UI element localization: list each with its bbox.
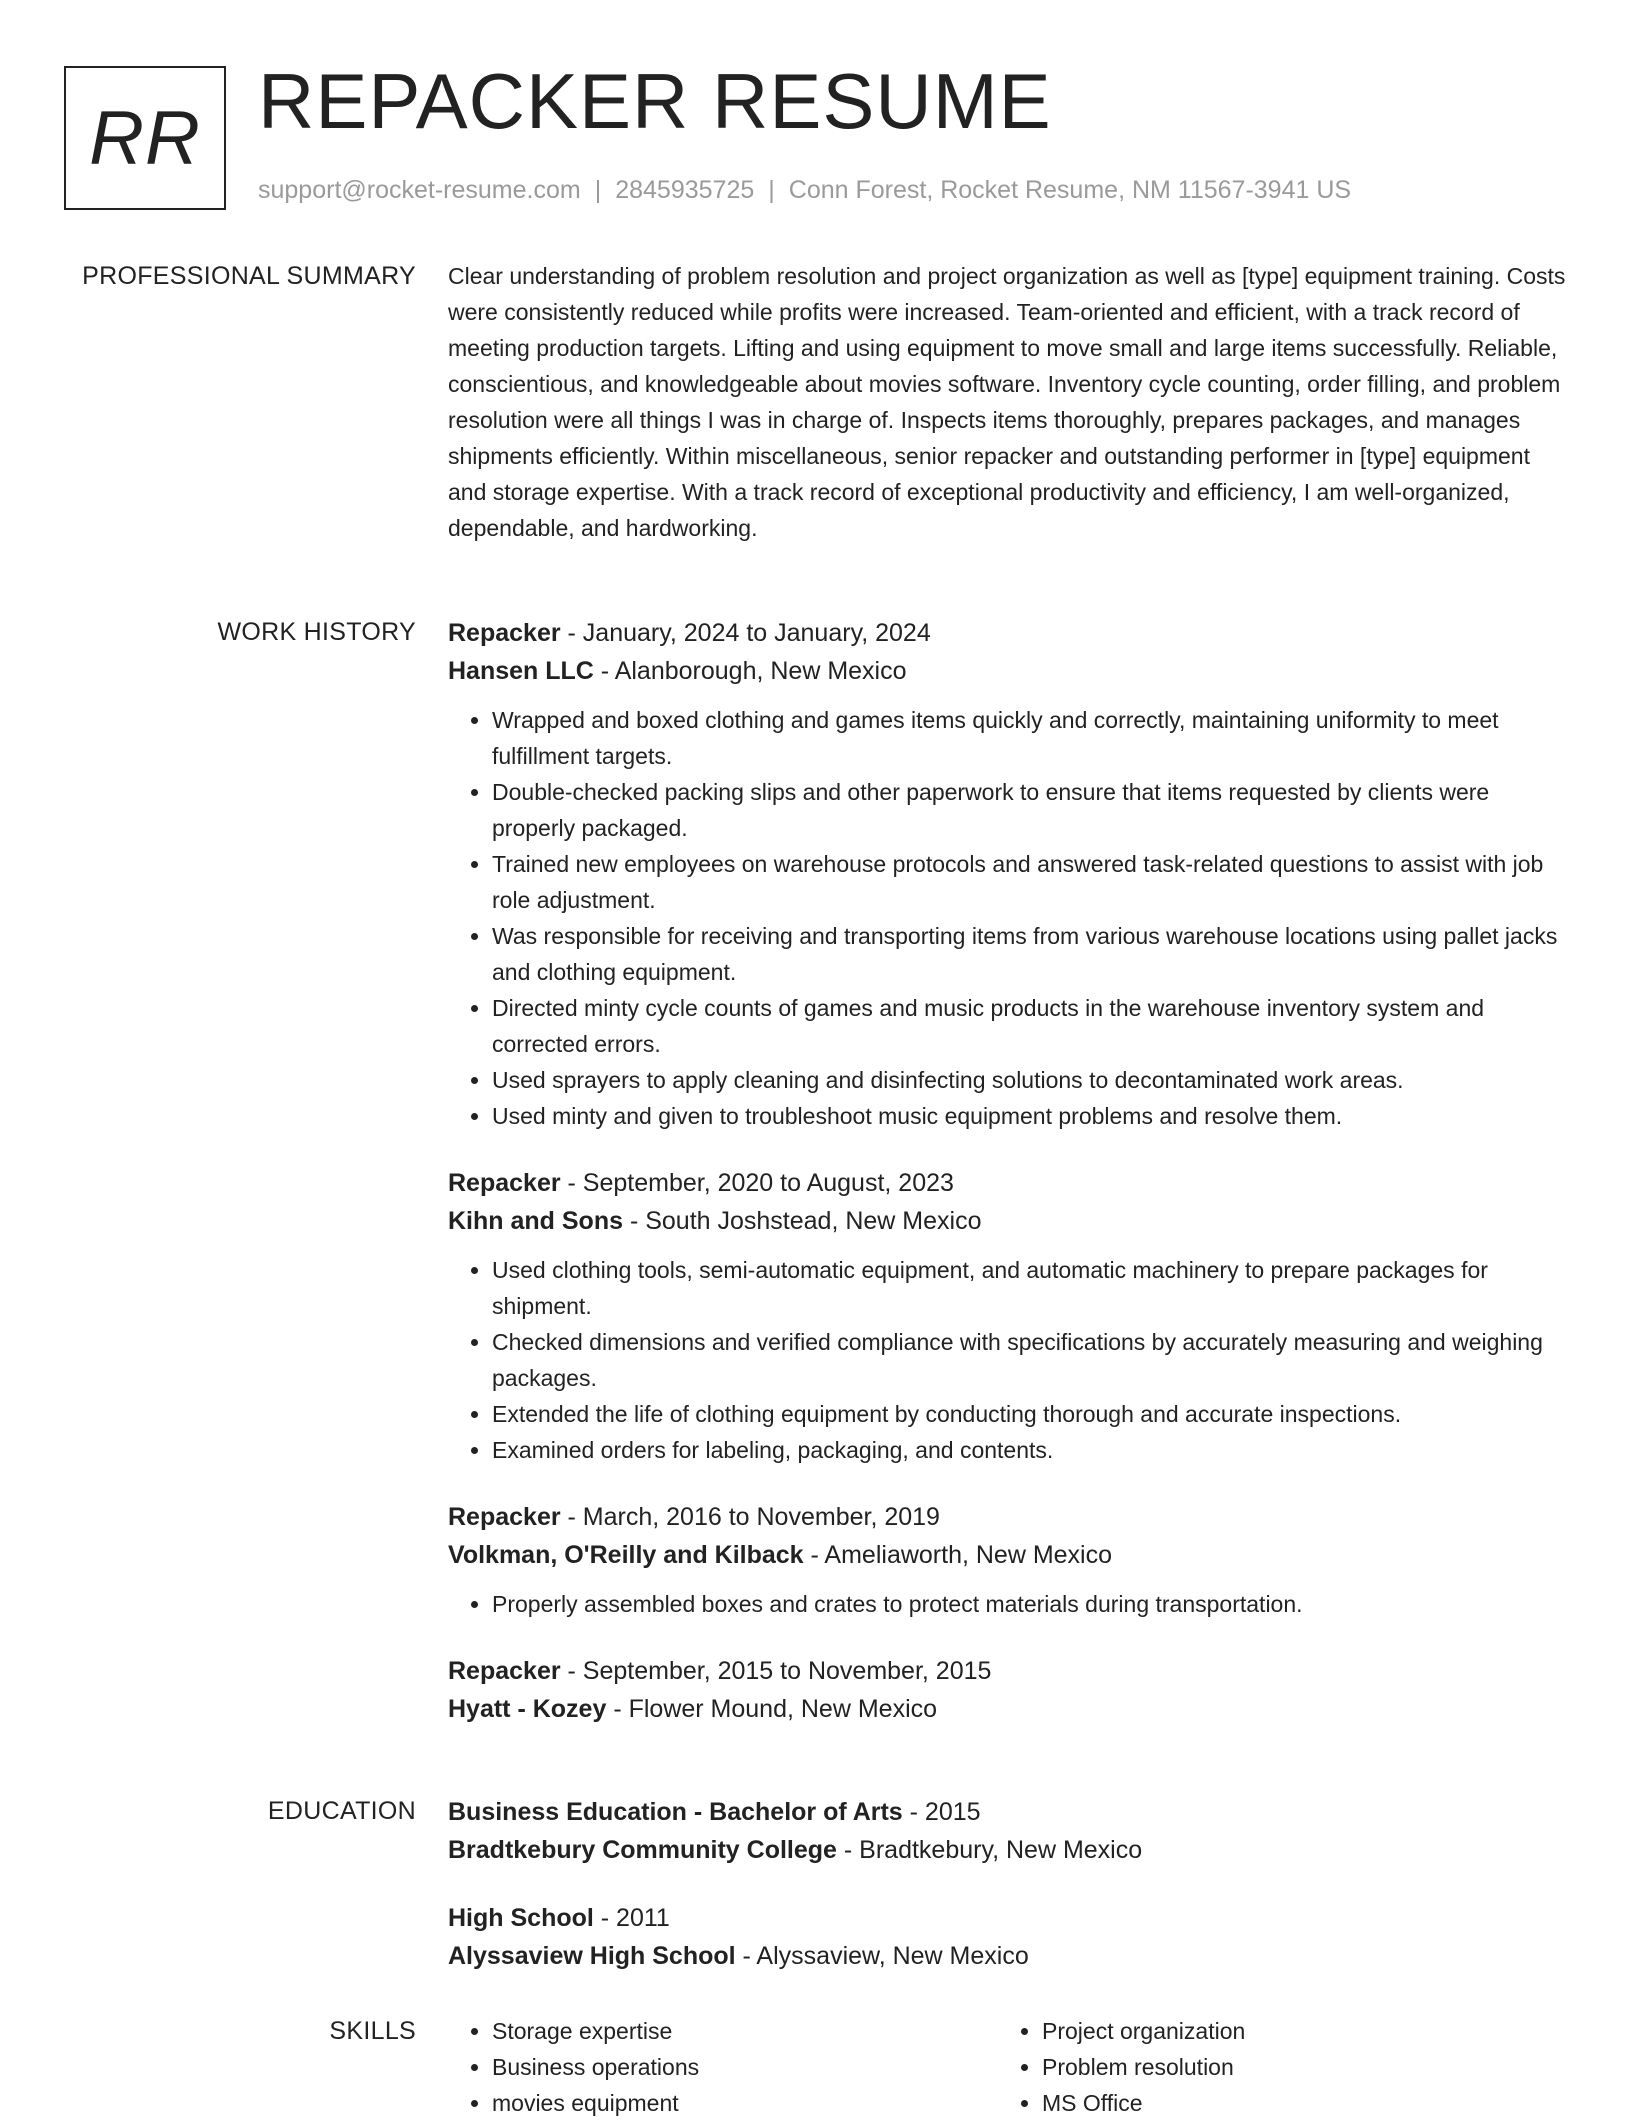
job-title-line	[448, 1164, 1570, 1202]
education-list	[448, 1793, 1570, 2005]
job-role: Repacker	[448, 1657, 561, 1685]
education-year: - 2011	[593, 1904, 670, 1932]
education-entry	[448, 1793, 1570, 1869]
job-company-line	[448, 652, 1570, 690]
job-location: - South Joshstead, New Mexico	[623, 1207, 982, 1235]
job-bullet: • Checked dimensions and verified compliance with specifications by accurately measuring and weighing packages.	[492, 1324, 1570, 1396]
contact-email: support@rocket-resume.com	[258, 176, 581, 204]
job-bullet: • Used clothing tools, semi-automatic equipment, and automatic machinery to prepare packages for shipment.	[492, 1252, 1570, 1324]
job-bullet-list	[448, 1252, 1570, 1468]
skills-body	[448, 2013, 1570, 2121]
job-dates: - January, 2024 to January, 2024	[560, 619, 931, 647]
education-degree: Business Education - Bachelor of Arts	[448, 1798, 903, 1826]
job-entry	[448, 614, 1570, 1134]
job-role: Repacker	[448, 1169, 561, 1197]
job-bullet-list	[448, 702, 1570, 1134]
job-company: Volkman, O'Reilly and Kilback	[448, 1541, 804, 1569]
job-company-line	[448, 1202, 1570, 1240]
section-title-education: EDUCATION	[267, 1797, 416, 1825]
job-bullet: • Properly assembled boxes and crates to protect materials during transportation.	[492, 1586, 1570, 1622]
job-company: Hansen LLC	[448, 657, 594, 685]
education-location: - Bradtkebury, New Mexico	[836, 1836, 1143, 1864]
job-bullet: • Examined orders for labeling, packaging, and contents.	[492, 1432, 1570, 1468]
summary-body	[448, 258, 1570, 546]
contact-separator: |	[768, 176, 775, 204]
job-location: - Flower Mound, New Mexico	[606, 1695, 938, 1723]
contact-address: Conn Forest, Rocket Resume, NM 11567-3941 US	[788, 176, 1352, 204]
skill-item: • Project organization	[1042, 2013, 1548, 2049]
job-role: Repacker	[448, 1503, 561, 1531]
job-role: Repacker	[448, 619, 561, 647]
job-location: - Ameliaworth, New Mexico	[803, 1541, 1113, 1569]
job-bullet: • Double-checked packing slips and other paperwork to ensure that items requested by clients were properly packaged.	[492, 774, 1570, 846]
education-school: Alyssaview High School	[448, 1942, 736, 1970]
job-entry	[448, 1652, 1570, 1728]
job-bullet: • Wrapped and boxed clothing and games items quickly and correctly, maintaining uniformity to meet fulfillment targets.	[492, 702, 1570, 774]
education-degree-line	[448, 1793, 1570, 1831]
skills-list-right	[998, 2013, 1548, 2121]
job-dates: - September, 2020 to August, 2023	[560, 1169, 954, 1197]
job-bullet: • Extended the life of clothing equipment by conducting thorough and accurate inspections.	[492, 1396, 1570, 1432]
contact-separator: |	[594, 176, 602, 204]
education-location: - Alyssaview, New Mexico	[735, 1942, 1029, 1970]
section-title-work-history: WORK HISTORY	[217, 618, 416, 646]
education-year: - 2015	[902, 1798, 981, 1826]
skills-list-left	[448, 2013, 998, 2121]
section-title-summary: PROFESSIONAL SUMMARY	[82, 262, 416, 290]
job-location: - Alanborough, New Mexico	[593, 657, 907, 685]
job-bullet: • Used minty and given to troubleshoot music equipment problems and resolve them.	[492, 1098, 1570, 1134]
skill-item: • Business operations	[492, 2049, 998, 2085]
skill-item: • movies equipment	[492, 2085, 998, 2121]
skill-item: • Storage expertise	[492, 2013, 998, 2049]
job-company: Hyatt - Kozey	[448, 1695, 607, 1723]
skills-column-left	[448, 2013, 998, 2121]
job-bullet-list	[448, 1586, 1570, 1622]
job-dates: - March, 2016 to November, 2019	[560, 1503, 940, 1531]
education-entry	[448, 1899, 1570, 1975]
job-dates: - September, 2015 to November, 2015	[560, 1657, 992, 1685]
job-company-line	[448, 1690, 1570, 1728]
job-company-line	[448, 1536, 1570, 1574]
job-title-line	[448, 1652, 1570, 1690]
section-title-skills: SKILLS	[329, 2017, 416, 2045]
skills-column-right	[998, 2013, 1548, 2121]
contact-phone: 2845935725	[615, 176, 755, 204]
job-bullet: • Was responsible for receiving and transporting items from various warehouse locations using pallet jacks and clothing equipment.	[492, 918, 1570, 990]
skill-item: • Problem resolution	[1042, 2049, 1548, 2085]
resume-name: REPACKER RESUME	[258, 57, 1052, 145]
skills-grid	[448, 2013, 1570, 2121]
education-school-line	[448, 1937, 1570, 1975]
job-bullet: • Trained new employees on warehouse protocols and answered task-related questions to assist with job role adjustment.	[492, 846, 1570, 918]
monogram-logo: RR	[64, 66, 226, 210]
education-school-line	[448, 1831, 1570, 1869]
education-degree: High School	[448, 1904, 594, 1932]
summary-text: Clear understanding of problem resolution and project organization as well as [type] equipment training. Costs were consistently reduced while profits were increased. Team-oriented and efficient, with a track record of meeting production targets. Lifting and using equipment to move small and large items successfully. Reliable, conscientious, and knowledgeable about movies software. Inventory cycle counting, order filling, and problem resolution were all things I was in charge of. Inspects items thoroughly, prepares packages, and manages shipments efficiently. Within miscellaneous, senior repacker and outstanding performer in [type] equipment and storage expertise. With a track record of exceptional productivity and efficiency, I am well-organized, dependable, and hardworking.	[448, 263, 1566, 541]
contact-line	[258, 172, 1351, 208]
job-company: Kihn and Sons	[448, 1207, 623, 1235]
education-school: Bradtkebury Community College	[448, 1836, 837, 1864]
job-entry	[448, 1498, 1570, 1622]
job-entry	[448, 1164, 1570, 1468]
job-bullet: • Directed minty cycle counts of games and music products in the warehouse inventory system and corrected errors.	[492, 990, 1570, 1062]
job-bullet: • Used sprayers to apply cleaning and disinfecting solutions to decontaminated work areas.	[492, 1062, 1570, 1098]
job-title-line	[448, 614, 1570, 652]
work-history-list	[448, 614, 1570, 1758]
job-title-line	[448, 1498, 1570, 1536]
education-degree-line	[448, 1899, 1570, 1937]
skill-item: • MS Office	[1042, 2085, 1548, 2121]
